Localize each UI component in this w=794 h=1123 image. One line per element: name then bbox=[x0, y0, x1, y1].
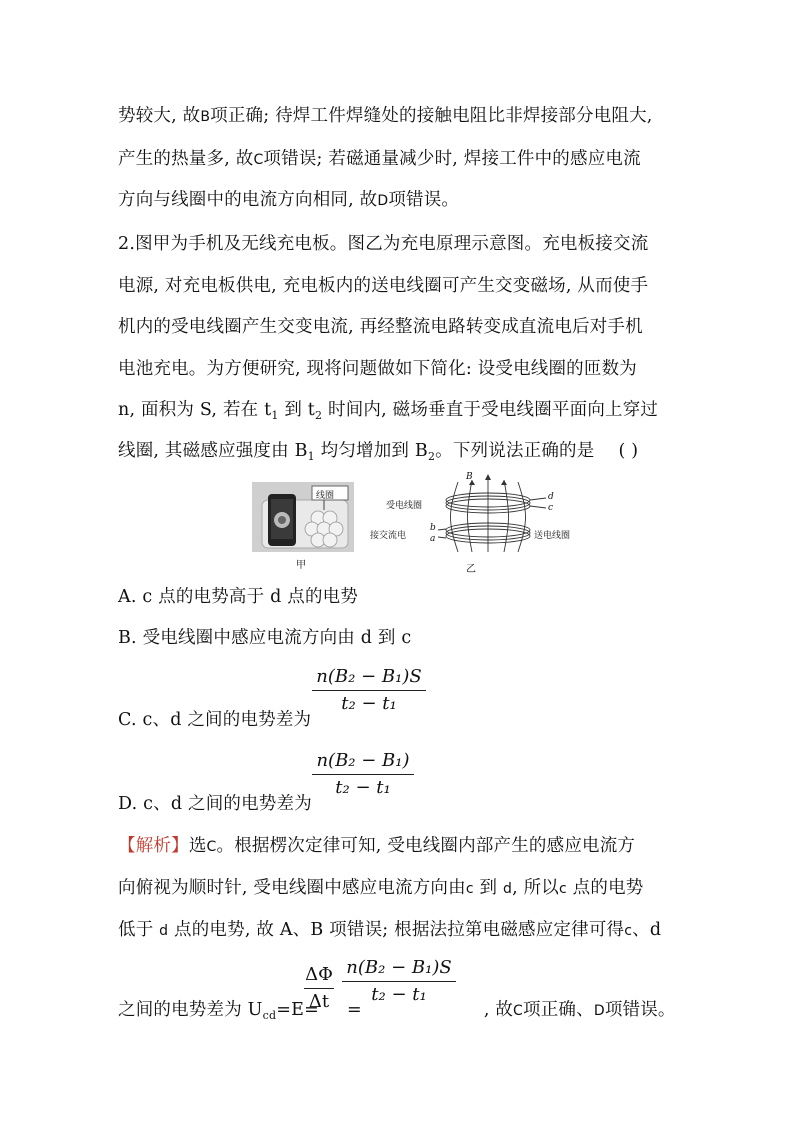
label-B: B bbox=[466, 472, 473, 482]
option-c: C. c、d 之间的电势差为 bbox=[118, 710, 312, 730]
option-d: D. c、d 之间的电势差为 bbox=[118, 794, 312, 814]
label-ac-source: 接交流电 bbox=[370, 531, 407, 541]
label-b: b bbox=[430, 523, 436, 533]
label-receive-coil: 受电线圈 bbox=[386, 501, 423, 511]
analysis-line: 低于 d 点的电势, 故 A、B 项错误; 根据法拉第电磁感应定律可得c、d bbox=[118, 920, 662, 940]
analysis-tag: 【解析】 bbox=[118, 836, 189, 856]
question-text: 机内的受电线圈产生交变电流, 再经整流电路转变成直流电后对手机 bbox=[118, 317, 643, 337]
option-b: B. 受电线圈中感应电流方向由 d 到 c bbox=[118, 628, 412, 648]
label-send-coil: 送电线圈 bbox=[534, 531, 571, 541]
figure-phone-charger bbox=[252, 482, 354, 552]
question-text: 电源, 对充电板供电, 充电板内的送电线圈可产生交变磁场, 从而使手 bbox=[118, 276, 649, 296]
analysis-line: 向俯视为顺时针, 受电线圈中感应电流方向由c 到 d, 所以c 点的电势 bbox=[118, 878, 644, 898]
analysis-fraction-emf: n(B₂ − B₁)S t₂ − t₁ bbox=[342, 955, 456, 1008]
analysis-fraction-flux: ΔΦ Δt bbox=[305, 964, 333, 1012]
label-d: d bbox=[548, 492, 554, 502]
figure-caption-jia: 甲 bbox=[296, 560, 306, 571]
label-c: c bbox=[548, 503, 554, 513]
text-line: 方向与线圈中的电流方向相同, 故D项错误。 bbox=[118, 190, 460, 210]
question-text: n, 面积为 S, 若在 $t_1$ 到 $t_2$ 时间内, 磁场垂直于受电线圈平面向上穿过 bbox=[118, 400, 659, 422]
question-text: 线圈, 其磁感应强度由 $B_1$ 均匀增加到 $B_2$。下列说法正确的是 ( ) bbox=[118, 441, 639, 463]
text-line: 产生的热量多, 故C项错误; 若磁通量减少时, 焊接工件中的感应电流 bbox=[118, 149, 641, 169]
figure-caption-yi: 乙 bbox=[466, 564, 476, 575]
option-d-fraction: n(B₂ − B₁) t₂ − t₁ bbox=[312, 748, 414, 801]
analysis-line: 之间的电势差为 $U_{cd}=E=$ = , 故C项正确、D项错误。 bbox=[118, 1000, 676, 1022]
analysis-line: 【解析】选C。根据楞次定律可知, 受电线圈内部产生的感应电流方 bbox=[118, 836, 636, 856]
question-text: 2.图甲为手机及无线充电板。图乙为充电原理示意图。充电板接交流 bbox=[118, 234, 649, 254]
option-c-fraction: n(B₂ − B₁)S t₂ − t₁ bbox=[312, 664, 426, 717]
label-a: a bbox=[430, 534, 436, 544]
coil-diagram-svg bbox=[368, 472, 578, 560]
text-line: 势较大, 故B项正确; 待焊工件焊缝处的接触电阻比非焊接部分电阻大, bbox=[118, 106, 653, 126]
option-a: A. c 点的电势高于 d 点的电势 bbox=[118, 587, 359, 607]
figure-label-coil: 线圈 bbox=[316, 491, 335, 501]
figure-coil-diagram bbox=[368, 472, 578, 560]
question-text: 电池充电。为方便研究, 现将问题做如下简化: 设受电线圈的匝数为 bbox=[118, 359, 637, 379]
